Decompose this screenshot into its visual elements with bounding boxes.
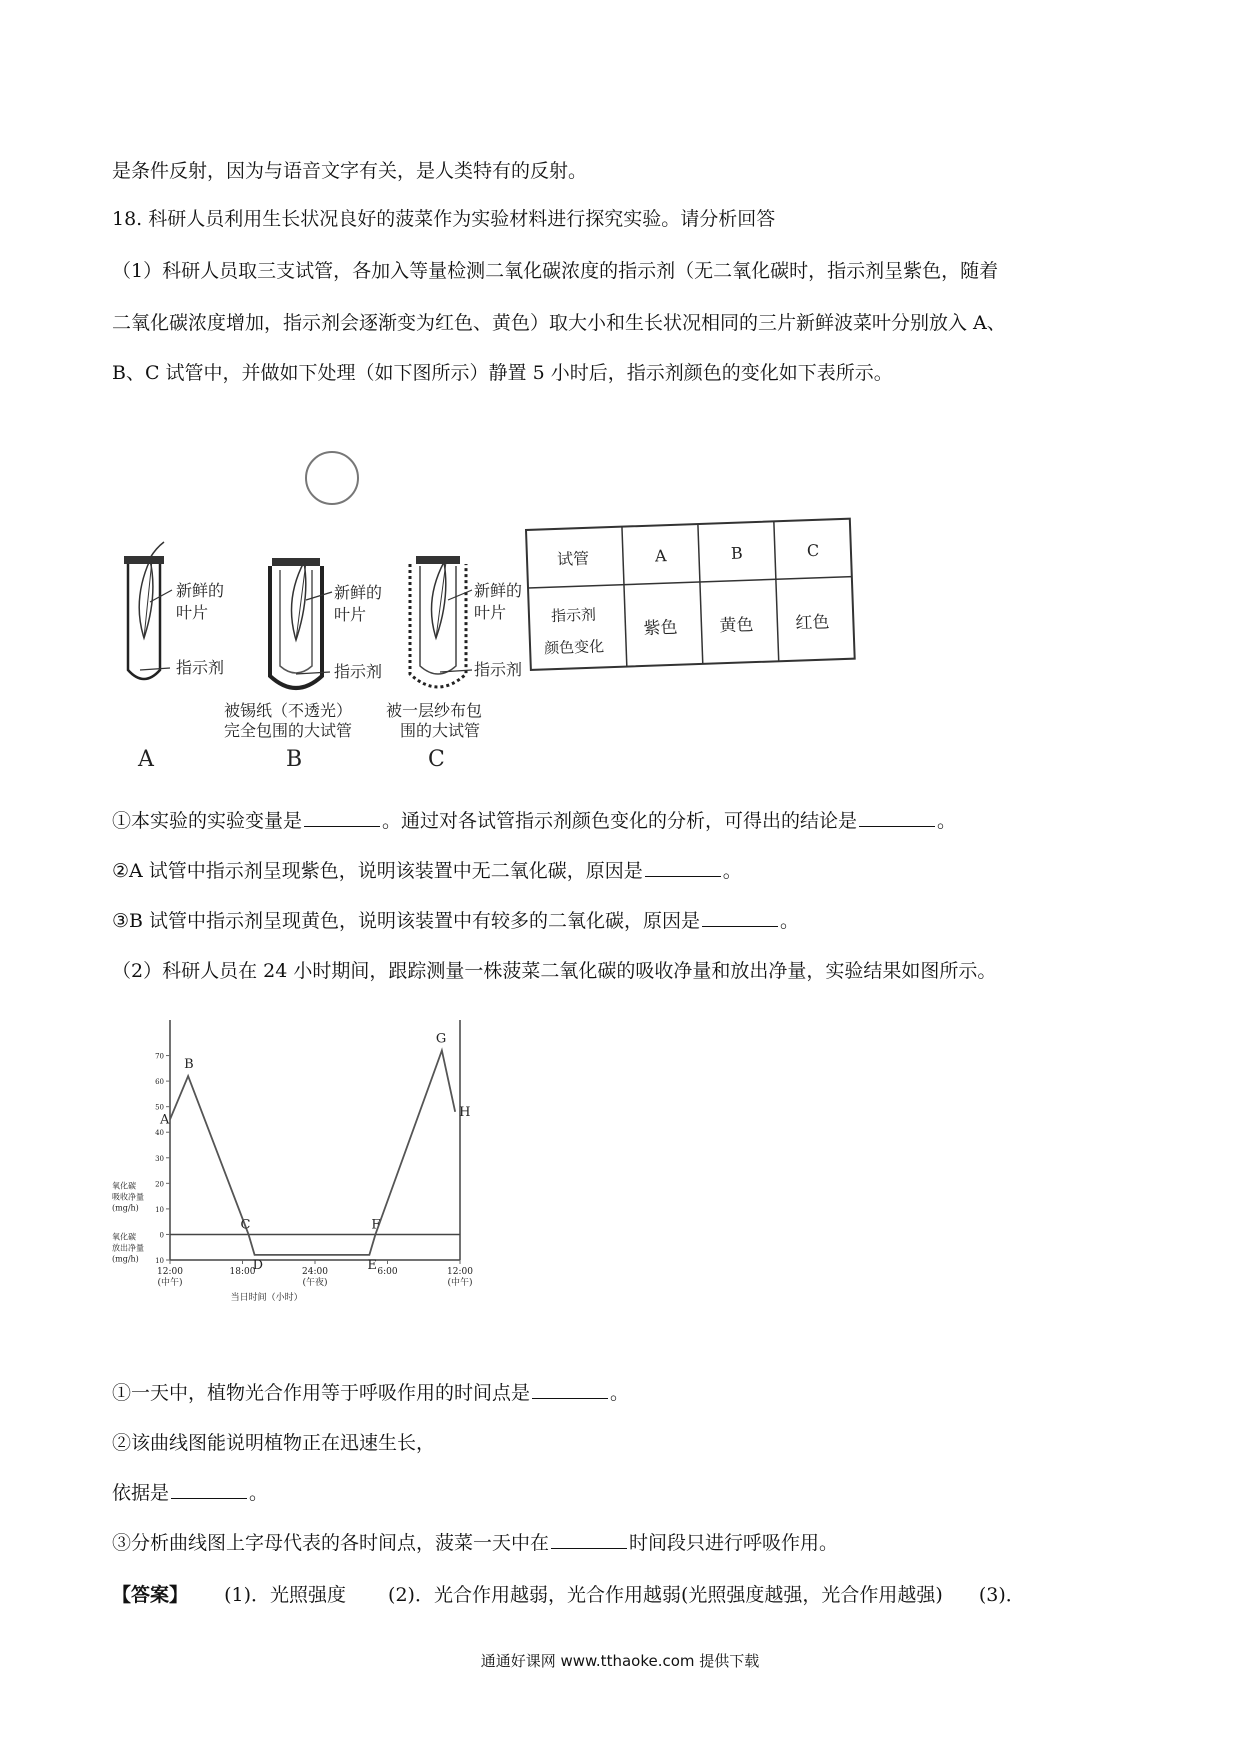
answer-1: (1)．光照强度 [224, 1584, 346, 1606]
sun-icon [306, 452, 358, 504]
intro-line: 是条件反射，因为与语音文字有关，是人类特有的反射。 [112, 160, 588, 182]
x-tick-sublabel: (中午) [447, 1278, 473, 1288]
answer-blank-3[interactable] [645, 858, 721, 877]
point-label-d: D [252, 1257, 264, 1273]
tube-c-letter: C [428, 747, 445, 772]
tube-c-leaf-label-2: 叶片 [474, 603, 507, 622]
table-header-a: A [654, 546, 667, 566]
y-label-release: (mg/h) [112, 1254, 139, 1264]
tube-a [124, 542, 172, 679]
y-tick-label: 40 [155, 1129, 164, 1138]
tube-b-caption-2: 完全包围的大试管 [224, 721, 353, 740]
answer-blank-6[interactable] [171, 1480, 247, 1499]
table-value-c: 红色 [795, 612, 830, 634]
point-label-f: F [371, 1217, 381, 1233]
point-label-c: C [240, 1217, 251, 1233]
table-row-label-2: 颜色变化 [543, 637, 605, 658]
point-label-a: A [160, 1112, 170, 1128]
y-tick-label: 20 [155, 1180, 164, 1189]
part1-line3: B、C 试管中，并做如下处理（如下图所示）静置 5 小时后，指示剂颜色的变化如下表所示。 [112, 362, 893, 384]
y-label-absorb: 氧化碳 [112, 1181, 136, 1191]
question-2-2: ②该曲线图能说明植物正在迅速生长， [112, 1432, 436, 1454]
tube-a-leaf-label-2: 叶片 [176, 603, 209, 622]
tube-a-leaf-label-1: 新鲜的 [176, 581, 225, 600]
y-tick-label: 10 [155, 1205, 164, 1214]
x-tick-sublabel: (午夜) [302, 1278, 328, 1288]
part2-intro: （2）科研人员在 24 小时期间，跟踪测量一株菠菜二氧化碳的吸收净量和放出净量，实验结果如图所示。 [112, 960, 997, 982]
x-axis-label: 当日时间（小时） [230, 1293, 303, 1303]
page-footer: 通通好课网 www.tthaoke.com 提供下载 [480, 1652, 760, 1670]
table-value-a: 紫色 [643, 617, 678, 639]
result-table [526, 519, 855, 670]
answer-blank-7[interactable] [551, 1530, 627, 1549]
part1-line1: （1）科研人员取三支试管，各加入等量检测二氧化碳浓度的指示剂（无二氧化碳时，指示剂呈紫色，随着 [112, 260, 999, 282]
tube-c-leaf-label-1: 新鲜的 [474, 581, 523, 600]
y-label-absorb: (mg/h) [112, 1203, 139, 1213]
question-1-3: ③B 试管中指示剂呈现黄色，说明该装置中有较多的二氧化碳，原因是 。 [112, 910, 800, 932]
tube-c-indicator-label: 指示剂 [474, 660, 523, 679]
co2-curve [170, 1050, 455, 1254]
answer-label: 【答案】 [112, 1584, 189, 1606]
question-1-1: ①本实验的实验变量是 。通过对各试管指示剂颜色变化的分析，可得出的结论是 。 [112, 810, 957, 832]
x-tick-label: 18:00 [229, 1267, 256, 1277]
y-tick-label: 0 [159, 1231, 164, 1240]
answer-3: (3)． [978, 1584, 1025, 1606]
answer-blank-4[interactable] [702, 908, 778, 927]
x-tick-label: 12:00 [157, 1267, 183, 1277]
tube-a-indicator-label: 指示剂 [176, 658, 225, 677]
y-tick-label: 30 [155, 1154, 164, 1163]
question-1-2: ②A 试管中指示剂呈现紫色，说明该装置中无二氧化碳，原因是 。 [112, 860, 742, 882]
question-2-2-basis: 依据是 。 [112, 1482, 269, 1504]
x-tick-label: 6:00 [377, 1267, 398, 1277]
table-value-b: 黄色 [719, 615, 754, 637]
y-tick-label: 50 [155, 1103, 164, 1112]
answer-blank-2[interactable] [859, 808, 935, 827]
tube-b-caption-1: 被锡纸（不透光） [224, 701, 353, 720]
point-label-b: B [184, 1057, 194, 1072]
table-header-tube: 试管 [556, 548, 590, 569]
table-row-label-1: 指示剂 [550, 605, 597, 626]
point-label-g: G [435, 1031, 447, 1047]
point-label-e: E [367, 1257, 377, 1273]
answer-blank-1[interactable] [304, 808, 380, 827]
question-2-1: ①一天中，植物光合作用等于呼吸作用的时间点是 。 [112, 1382, 630, 1404]
tube-b-leaf-label-2: 叶片 [334, 605, 367, 624]
answer-line [112, 1582, 1025, 1608]
tube-c-caption-2: 围的大试管 [400, 721, 481, 740]
point-label-h: H [459, 1104, 471, 1120]
test-tube-diagram [110, 430, 990, 780]
table-header-c: C [806, 540, 820, 561]
y-label-release: 氧化碳 [112, 1232, 136, 1242]
x-tick-label: 12:00 [447, 1267, 473, 1277]
tube-c [410, 556, 472, 687]
part1-line2: 二氧化碳浓度增加，指示剂会逐渐变为红色、黄色）取大小和生长状况相同的三片新鲜波菜叶分别放入 A、 [112, 312, 1006, 334]
x-tick-label: 24:00 [302, 1267, 328, 1277]
x-tick-sublabel: (中午) [157, 1278, 183, 1288]
tube-b [270, 558, 332, 688]
y-tick-label: 10 [155, 1257, 164, 1265]
y-label-release: 放出净量 [112, 1243, 144, 1253]
y-tick-label: 70 [155, 1052, 164, 1061]
tube-b-leaf-label-1: 新鲜的 [334, 583, 383, 602]
tube-b-letter: B [286, 747, 303, 772]
question-2-3: ③分析曲线图上字母代表的各时间点，菠菜一天中在 时间段只进行呼吸作用。 [112, 1532, 839, 1554]
tube-a-letter: A [138, 747, 154, 772]
question-18-title: 18. 科研人员利用生长状况良好的菠菜作为实验材料进行探究实验。请分析回答 [112, 208, 776, 230]
y-label-absorb: 吸收净量 [112, 1192, 144, 1202]
tube-b-indicator-label: 指示剂 [334, 662, 383, 681]
co2-chart [110, 1010, 500, 1350]
answer-2: (2)．光合作用越弱，光合作用越弱(光照强度越强，光合作用越强) [388, 1584, 943, 1606]
tube-c-caption-1: 被一层纱布包 [386, 701, 483, 720]
table-header-b: B [730, 543, 744, 563]
answer-blank-5[interactable] [532, 1380, 608, 1399]
y-tick-label: 60 [155, 1078, 164, 1087]
